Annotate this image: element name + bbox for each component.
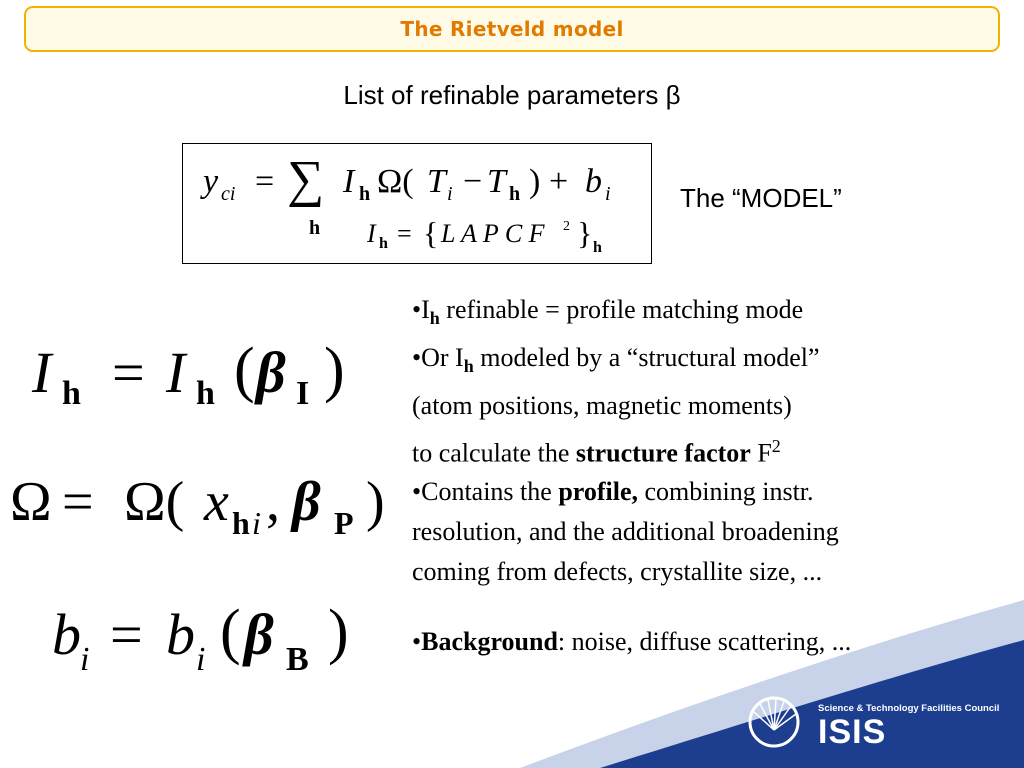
eq1-h1: h	[359, 183, 371, 205]
eq1-close: )	[529, 163, 541, 200]
bullet-4-text: : noise, diffuse scattering, ...	[557, 627, 852, 656]
prof-beta: β	[292, 471, 321, 533]
footer-branding	[818, 703, 999, 750]
slide-title: The Rietveld model	[400, 17, 624, 41]
eq1-h2: h	[509, 183, 521, 205]
bullet-group-background	[412, 622, 851, 662]
prof-h: h	[232, 505, 250, 541]
bullet-2-line3-post: F	[750, 439, 772, 469]
int-close: )	[324, 336, 345, 404]
bullet-1-text: refinable = profile matching mode	[439, 295, 804, 324]
prof-omega2: Ω(	[124, 471, 185, 533]
eq2-equals: =	[397, 219, 412, 248]
int-I1: I	[32, 340, 52, 405]
eq2-sup: 2	[563, 219, 570, 234]
eq2-open-brace: {	[423, 215, 439, 251]
eq1-T2: T	[487, 163, 506, 200]
isis-wordmark: ISIS	[818, 713, 887, 751]
eq1-ci: ci	[221, 183, 236, 205]
bg-i2: i	[196, 641, 206, 678]
eq1-i2: i	[605, 183, 611, 205]
eq2-close-brace: }	[577, 215, 593, 251]
bullet-2-line3-pre: to calculate the	[412, 439, 576, 469]
bullet-1-sub: h	[429, 308, 440, 329]
isis-sunburst-logo	[748, 688, 810, 750]
bullet-background	[412, 622, 851, 662]
int-sub: I	[296, 375, 310, 412]
prof-equals: =	[62, 471, 94, 533]
prof-omega1: Ω	[10, 471, 52, 533]
bullet-3-prefix: •Contains the	[412, 477, 559, 506]
structure-factor-term: structure factor	[575, 439, 751, 469]
eq2-h: h	[379, 235, 388, 252]
bullet-4-prefix: •	[412, 627, 422, 656]
sum-symbol: ∑	[287, 151, 325, 208]
prof-comma: ,	[266, 471, 280, 533]
int-open: (	[234, 336, 255, 404]
profile-term: profile,	[558, 477, 639, 506]
bullet-2-line3-sup: 2	[771, 436, 781, 457]
int-h2: h	[196, 375, 215, 412]
bg-open: (	[220, 598, 241, 666]
int-h1: h	[62, 375, 81, 412]
prof-x: x	[204, 471, 229, 533]
int-equals: =	[112, 340, 145, 405]
subtitle: List of refinable parameters β	[343, 80, 681, 110]
bullet-group-profile	[412, 472, 839, 592]
eq2-I: I	[367, 219, 376, 248]
bullet-2-line3	[412, 426, 820, 474]
eq2-sub-h: h	[593, 239, 602, 256]
bullet-2-text: modeled by a “structural model”	[473, 343, 820, 373]
bullet-3-text: combining instr.	[638, 477, 814, 506]
eq1-i: i	[447, 183, 453, 205]
bg-close: )	[328, 598, 349, 666]
bullet-3-line3: coming from defects, crystallite size, ...	[412, 557, 823, 586]
bullet-2-line2: (atom positions, magnetic moments)	[412, 391, 792, 421]
bullet-2-sub: h	[463, 356, 474, 377]
int-I2: I	[166, 340, 186, 405]
bg-equals: =	[110, 602, 143, 667]
eq1-plus: +	[549, 163, 569, 200]
eq1-T: T	[427, 163, 446, 200]
bullet-intensity-modeled	[412, 338, 820, 386]
prof-close: )	[366, 471, 385, 533]
model-label: The “MODEL”	[680, 183, 842, 213]
background-term: Background	[421, 627, 558, 656]
int-beta: β	[256, 340, 286, 405]
council-name: Science & Technology Facilities Council	[818, 703, 1000, 714]
prof-sub: P	[334, 505, 354, 541]
eq1-minus: −	[463, 163, 483, 200]
bg-beta: β	[244, 602, 274, 667]
eq1-b: b	[585, 163, 602, 200]
bullet-3-line2: resolution, and the additional broadening	[412, 517, 839, 546]
bg-sub: B	[286, 641, 309, 678]
eq1-I: I	[343, 163, 355, 200]
sum-index: h	[309, 217, 321, 239]
bg-i1: i	[80, 641, 90, 678]
bullet-profile	[412, 472, 839, 512]
eq1-y: y	[203, 163, 219, 200]
bullet-2-prefix: •Or I	[412, 343, 464, 373]
prof-i: i	[252, 505, 261, 541]
eq1-equals: =	[255, 163, 275, 200]
eq2-content: L A P C F	[441, 219, 545, 248]
eq1-omega: Ω(	[377, 163, 414, 200]
bullet-intensity-refinable	[412, 290, 820, 338]
bg-b2: b	[166, 602, 195, 667]
bg-b1: b	[52, 602, 81, 667]
bullet-1-prefix: •I	[412, 295, 430, 324]
bullet-group-intensity	[412, 290, 820, 474]
